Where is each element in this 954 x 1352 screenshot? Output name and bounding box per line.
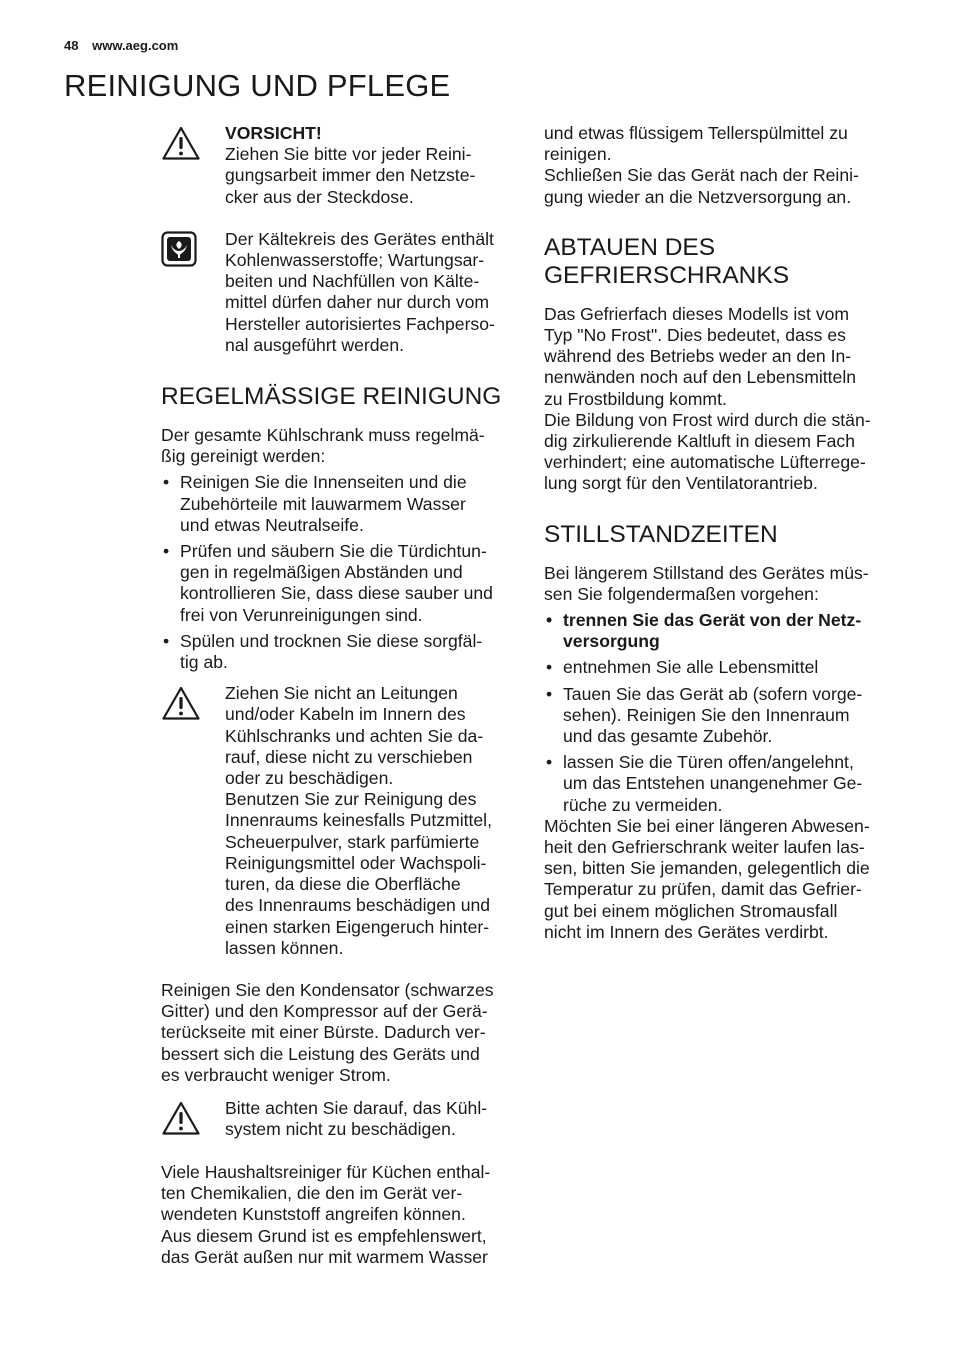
caution-line: gungsarbeit immer den Netzste- — [225, 165, 476, 186]
warning-line: oder zu beschädigen. — [225, 768, 394, 789]
cleaners-line: das Gerät außen nur mit warmem Wasser — [161, 1246, 488, 1267]
standstill-intro-line: Bei längerem Stillstand des Gerätes müs- — [544, 562, 869, 583]
warning-line: system nicht zu beschädigen. — [225, 1119, 456, 1140]
list-item-line: und das gesamte Zubehör. — [563, 726, 773, 747]
absence-line: sen, bitten Sie jemanden, gelegentlich die — [544, 858, 870, 879]
env-line: beiten und Nachfüllen von Kälte- — [225, 271, 480, 292]
warning-line: Benutzen Sie zur Reinigung des — [225, 789, 477, 810]
list-item — [161, 541, 516, 626]
list-item-line: • entnehmen Sie alle Lebensmittel — [563, 657, 819, 678]
right-column — [544, 123, 900, 943]
list-item — [544, 657, 900, 678]
warning-line: Reinigungsmittel oder Wachspoli- — [225, 852, 487, 873]
caution-label: VORSICHT! — [225, 123, 322, 143]
list-item-line: • Tauen Sie das Gerät ab (sofern vorge- — [563, 683, 863, 704]
cleaners-line: wendeten Kunststoff angreifen können. — [161, 1204, 466, 1225]
heading-line: ABTAUEN DES — [544, 233, 716, 261]
warning-line: Innenraums keinesfalls Putzmittel, — [225, 810, 492, 831]
list-item-line: kontrollieren Sie, dass diese sauber und — [180, 583, 493, 604]
warning-line: Scheuerpulver, stark parfümierte — [225, 831, 480, 852]
list-item — [161, 472, 516, 536]
continuation-line: Schließen Sie das Gerät nach der Reini- — [544, 165, 859, 186]
list-item-line: und etwas Neutralseife. — [180, 514, 364, 535]
warning-line: lassen können. — [225, 937, 344, 958]
condenser-line: Reinigen Sie den Kondensator (schwarzes — [161, 979, 494, 1000]
condenser-line: es verbraucht weniger Strom. — [161, 1064, 391, 1085]
env-line: Hersteller autorisiertes Fachperso- — [225, 313, 495, 334]
page-header — [64, 38, 178, 53]
warning-line: Ziehen Sie nicht an Leitungen — [225, 683, 458, 704]
list-item-line: rüche zu vermeiden. — [563, 794, 723, 815]
defrost-line: verhindert; eine automatische Lüfterrege- — [544, 452, 866, 473]
cleaners-line: Aus diesem Grund ist es empfehlenswert, — [161, 1225, 487, 1246]
absence-line: Temperatur zu prüfen, damit das Gefrier- — [544, 879, 862, 900]
section-heading-standstill: STILLSTANDZEITEN — [544, 520, 778, 548]
warning-triangle-icon — [161, 123, 225, 166]
list-item-line: sehen). Reinigen Sie den Innenraum — [563, 704, 850, 725]
list-item-line: • trennen Sie das Gerät von der Netz- — [563, 610, 862, 631]
caution-line: Ziehen Sie bitte vor jeder Reini- — [225, 144, 472, 165]
cleaners-paragraph — [161, 1162, 516, 1268]
env-line: mittel dürfen daher nur durch vom — [225, 292, 490, 313]
warning-line: turen, da diese die Oberfläche — [225, 874, 461, 895]
warning-line: Kühlschranks und achten Sie da- — [225, 725, 484, 746]
environment-note — [161, 229, 516, 356]
intro-line: Der gesamte Kühlschrank muss regelmä- — [161, 425, 485, 446]
warning-line: des Innenraums beschädigen und — [225, 895, 491, 916]
warning-line: und/oder Kabeln im Innern des — [225, 704, 466, 725]
condenser-line: terückseite mit einer Bürste. Dadurch ver- — [161, 1022, 486, 1043]
absence-paragraph — [544, 816, 900, 943]
defrost-line: zu Frostbildung kommt. — [544, 388, 727, 409]
regular-cleaning-list — [161, 472, 516, 673]
regular-cleaning-intro — [161, 425, 516, 467]
list-item-line: • Prüfen und säubern Sie die Türdichtun- — [180, 541, 487, 562]
defrost-line: lung sorgt für den Ventilatorantrieb. — [544, 473, 818, 494]
intro-line: ßig gereinigt werden: — [161, 446, 326, 467]
defrost-paragraph — [544, 304, 900, 495]
continuation-line: reinigen. — [544, 144, 612, 165]
list-item — [161, 631, 516, 673]
cleaners-line: Viele Haushaltsreiniger für Küchen enthal- — [161, 1161, 491, 1182]
absence-line: Möchten Sie bei einer längeren Abwesen- — [544, 815, 870, 836]
continuation-line: und etwas flüssigem Tellerspülmittel zu — [544, 123, 848, 143]
warning-line: rauf, diese nicht zu verschieben — [225, 746, 473, 767]
section-heading-defrost — [544, 234, 900, 290]
page-number: 48 — [64, 38, 79, 53]
defrost-line: Die Bildung von Frost wird durch die stän- — [544, 409, 871, 430]
list-item-line: • lassen Sie die Türen offen/angelehnt, — [563, 752, 854, 773]
absence-line: heit den Gefrierschrank weiter laufen las- — [544, 837, 865, 858]
list-item-line: gen in regelmäßigen Abständen und — [180, 562, 463, 583]
env-line: nal ausgeführt werden. — [225, 334, 404, 355]
caution-block — [161, 123, 516, 208]
website-url: www.aeg.com — [92, 38, 179, 53]
standstill-intro-line: sen Sie folgendermaßen vorgehen: — [544, 583, 819, 604]
absence-line: gut bei einem möglichen Stromausfall — [544, 900, 838, 921]
list-item — [544, 684, 900, 748]
warning-triangle-icon — [161, 683, 225, 726]
cleaners-line: ten Chemikalien, die den im Gerät ver- — [161, 1183, 463, 1204]
list-item-line: • Reinigen Sie die Innenseiten und die — [180, 472, 467, 493]
defrost-line: während des Betriebs weder an den In- — [544, 346, 852, 367]
defrost-line: Typ "No Frost". Dies bedeutet, dass es — [544, 325, 846, 346]
list-item-line: tig ab. — [180, 652, 228, 673]
warning-triangle-icon — [161, 1098, 225, 1141]
list-item — [544, 610, 900, 652]
list-item-line: versorgung — [563, 631, 660, 652]
absence-line: nicht im Innern des Gerätes verdirbt. — [544, 921, 829, 942]
defrost-line: nenwänden noch auf den Lebensmitteln — [544, 367, 857, 388]
section-heading-regular-cleaning: REGELMÄSSIGE REINIGUNG — [161, 383, 502, 411]
environment-icon — [161, 229, 225, 272]
cables-warning — [161, 683, 516, 959]
env-line: Kohlenwasserstoffe; Wartungsar- — [225, 250, 485, 271]
list-item-line: frei von Verunreinigungen sind. — [180, 604, 423, 625]
condenser-line: Gitter) und den Kompressor auf der Gerä- — [161, 1001, 488, 1022]
caution-line: cker aus der Steckdose. — [225, 186, 414, 207]
list-item-line: um das Entstehen unangenehmer Ge- — [563, 773, 863, 794]
list-item — [544, 752, 900, 816]
condenser-paragraph — [161, 980, 516, 1086]
heading-line: GEFRIERSCHRANKS — [544, 261, 790, 289]
warning-line: Bitte achten Sie darauf, das Kühl- — [225, 1097, 488, 1118]
continuation-paragraph — [544, 123, 900, 208]
defrost-line: dig zirkulierende Kaltluft in diesem Fach — [544, 431, 855, 452]
page-title: REINIGUNG UND PFLEGE — [64, 68, 451, 103]
warning-line: einen starken Eigengeruch hinter- — [225, 916, 490, 937]
standstill-intro — [544, 563, 900, 605]
list-item-line: • Spülen und trocknen Sie diese sorgfäl- — [180, 630, 483, 651]
cooling-system-warning — [161, 1098, 516, 1141]
continuation-line: gung wieder an die Netzversorgung an. — [544, 186, 852, 207]
list-item-line: Zubehörteile mit lauwarmem Wasser — [180, 493, 466, 514]
defrost-line: Das Gefrierfach dieses Modells ist vom — [544, 303, 850, 324]
condenser-line: bessert sich die Leistung des Geräts und — [161, 1043, 480, 1064]
env-line: Der Kältekreis des Gerätes enthält — [225, 228, 494, 249]
left-column — [161, 123, 516, 1268]
standstill-list — [544, 610, 900, 816]
